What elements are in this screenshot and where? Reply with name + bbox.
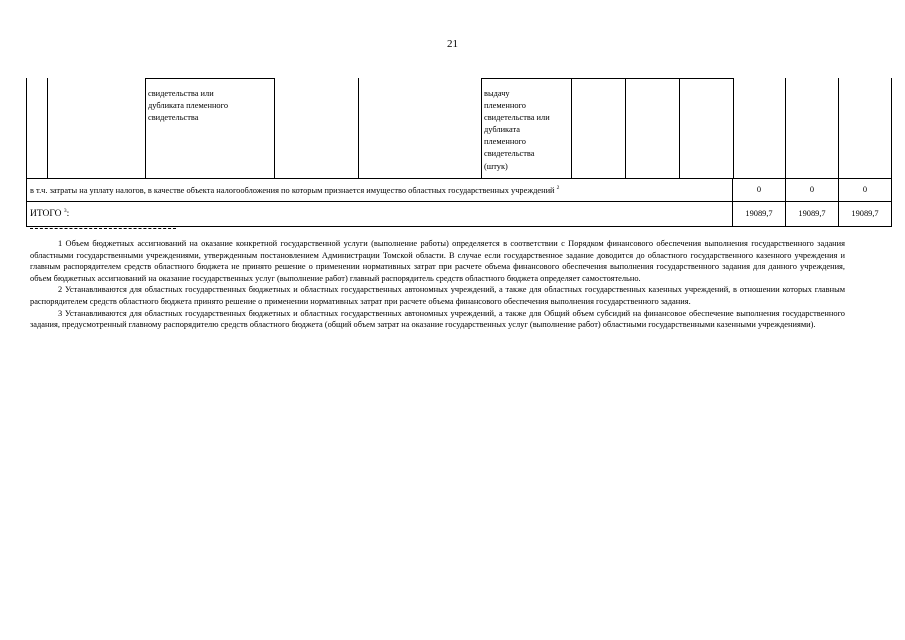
- table-column-divider: [47, 78, 48, 178]
- table-column-divider: [733, 78, 734, 178]
- footnote-mark: 2: [556, 185, 560, 191]
- footnote-1: 1 Объем бюджетных ассигнований на оказание конкретной государственной услуги (выполнение работы) определяется в соответствии с Порядком финансового обеспечения выполнения государственного задания областными государственными учреждениями, утвержденным постановлением Администрации Томской области. В случае если государственное задание доводится до областного государственного казенного учреждения и главным распорядителем средств областного бюджета не принято решение о применении нормативных затрат при расчете объема финансового обеспечения выполнения государственного задания для данного учреждения, объем бюджетных ассигнований на оказание государственных услуг (выполнение работ) главный распорядитель средств областного бюджета определяет самостоятельно.: [30, 239, 845, 283]
- table-column-divider: [679, 78, 680, 178]
- total-value-cell: 19089,7: [838, 202, 891, 226]
- cell-top-border: [145, 78, 274, 80]
- table-column-divider: [625, 78, 626, 178]
- table-cell-text: выдачу племенного свидетельства или дубликата племенного свидетельства (штук): [484, 89, 550, 171]
- footnotes: [30, 238, 845, 331]
- tax-costs-row: [26, 178, 892, 202]
- tax-costs-label: в т.ч. затраты на уплату налогов, в качестве объекта налогообложения по которым признается имущество областных государственных учреждений $^2$: [30, 185, 560, 195]
- footnote-separator: [30, 228, 176, 229]
- total-value-cell: 19089,7: [732, 202, 785, 226]
- table-column-divider: [145, 78, 146, 178]
- footnote-2: 2 Устанавливаются для областных государственных бюджетных и областных государственных автономных учреждений, а также для областных государственных казенных учреждений, в отношении которых главным распорядителем средств областного бюджета принято решение о применении нормативных затрат при расчете объема финансового обеспечения выполнения государственного задания.: [30, 285, 845, 306]
- table-fragment: [26, 78, 892, 178]
- tax-value-cell: 0: [838, 179, 891, 201]
- total-row: [26, 202, 892, 227]
- table-column-divider: [481, 78, 482, 178]
- table-column-divider: [571, 78, 572, 178]
- table-column-divider: [785, 78, 786, 178]
- tax-value-cell: 0: [732, 179, 785, 201]
- cell-top-border: [481, 78, 733, 80]
- table-cell-text: свидетельства или дубликата племенного свидетельства: [148, 89, 229, 123]
- page-number: 21: [447, 38, 458, 50]
- table-column-divider: [358, 78, 359, 178]
- table-column-divider: [274, 78, 275, 178]
- footnote-mark: 3: [63, 208, 67, 214]
- total-label: ИТОГО $^3$:: [30, 208, 70, 219]
- footnote-3: 3 Устанавливаются для областных государственных бюджетных и областных государственных автономных учреждений, а также для Общий объем субсидий на финансовое обеспечение выполнения государственного задания, предусмотренный главному распорядителю средств областного бюджета (общий объем затрат на оказание государственных услуг (выполнение работ) областными государственными казенными учреждениями).: [30, 308, 845, 330]
- total-value-cell: 19089,7: [785, 202, 838, 226]
- tax-value-cell: 0: [785, 179, 838, 201]
- table-column-divider: [838, 78, 839, 178]
